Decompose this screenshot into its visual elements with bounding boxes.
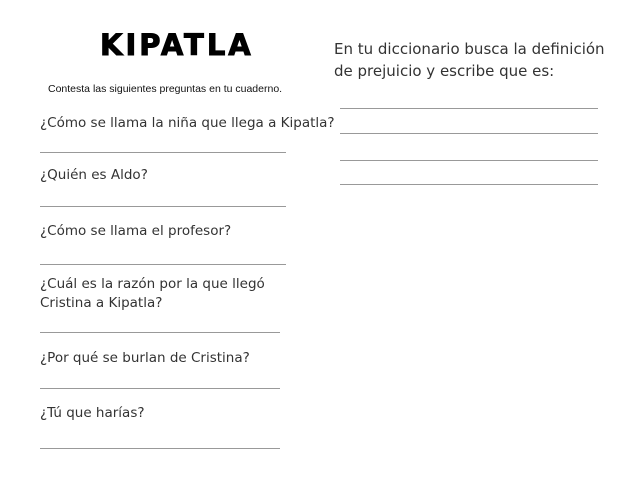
instruction-text: Contesta las siguientes preguntas en tu cuaderno. — [48, 83, 283, 95]
definition-line-3 — [340, 160, 598, 161]
question-5: ¿Por qué se burlan de Cristina? — [40, 350, 250, 366]
answer-line-3 — [40, 264, 286, 265]
answer-line-1 — [40, 152, 286, 153]
answer-line-2 — [40, 206, 286, 207]
answer-line-4 — [40, 332, 280, 333]
question-4: ¿Cuál es la razón por la que llegó Cristina a Kipatla? — [40, 276, 265, 311]
question-2: ¿Quién es Aldo? — [40, 167, 148, 183]
definition-line-4 — [340, 184, 598, 185]
definition-line-1 — [340, 108, 598, 109]
question-3: ¿Cómo se llama el profesor? — [40, 223, 232, 239]
definition-line-2 — [340, 133, 598, 134]
worksheet-title: KIPATLA — [100, 28, 254, 62]
question-6: ¿Tú que harías? — [40, 405, 145, 421]
answer-line-6 — [40, 448, 280, 449]
answer-line-5 — [40, 388, 280, 389]
definition-prompt: En tu diccionario busca la definición de prejuicio y escribe que es: — [334, 40, 605, 80]
question-1: ¿Cómo se llama la niña que llega a Kipatla? — [40, 115, 335, 131]
